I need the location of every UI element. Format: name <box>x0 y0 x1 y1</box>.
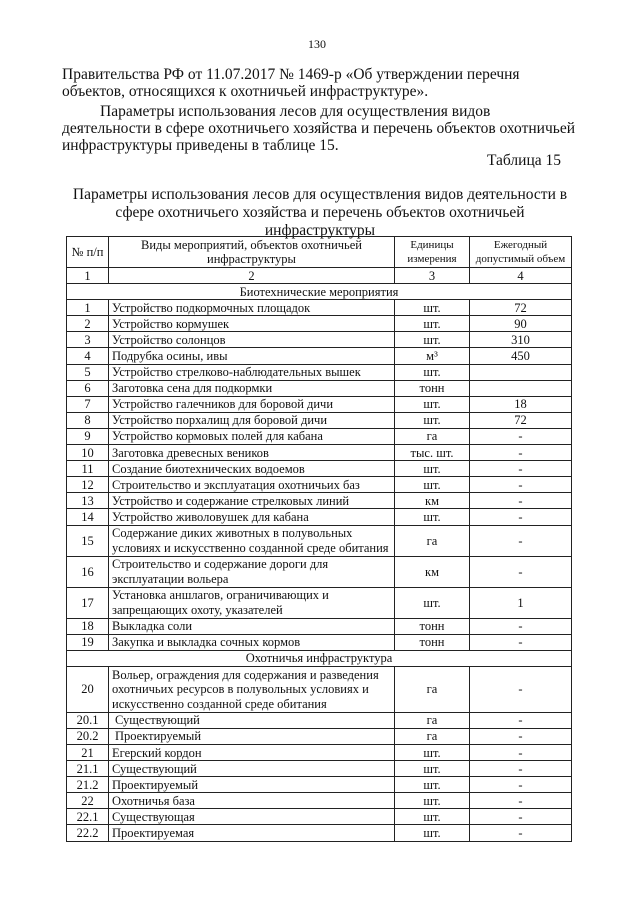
row-number: 17 <box>67 587 109 618</box>
row-volume: - <box>470 666 572 712</box>
row-unit: км <box>395 493 470 509</box>
row-unit: га <box>395 525 470 556</box>
header-unit: Единицы измерения <box>395 237 470 268</box>
row-name: Проектируемый <box>109 777 395 793</box>
section-row <box>67 284 572 300</box>
row-unit: км <box>395 556 470 587</box>
row-name: Егерский кордон <box>109 744 395 760</box>
row-name: Заготовка сена для подкормки <box>109 380 395 396</box>
row-number: 1 <box>67 300 109 316</box>
table-row <box>67 556 572 587</box>
row-volume: - <box>470 477 572 493</box>
row-number: 20 <box>67 666 109 712</box>
table-row <box>67 809 572 825</box>
table-row <box>67 744 572 760</box>
table-label: Таблица 15 <box>486 152 561 169</box>
row-unit: тонн <box>395 618 470 634</box>
row-unit: шт. <box>395 744 470 760</box>
row-volume: - <box>470 493 572 509</box>
row-unit: га <box>395 666 470 712</box>
row-volume: - <box>470 809 572 825</box>
table-row <box>67 412 572 428</box>
row-number: 3 <box>67 332 109 348</box>
row-number: 7 <box>67 396 109 412</box>
row-volume <box>470 380 572 396</box>
table-row <box>67 316 572 332</box>
table-row <box>67 728 572 744</box>
row-unit: шт. <box>395 316 470 332</box>
row-unit: га <box>395 728 470 744</box>
table-row <box>67 634 572 650</box>
section-row <box>67 650 572 666</box>
row-number: 11 <box>67 461 109 477</box>
table-row <box>67 587 572 618</box>
row-number: 2 <box>67 316 109 332</box>
table-row <box>67 777 572 793</box>
row-volume: - <box>470 618 572 634</box>
row-volume: 72 <box>470 300 572 316</box>
row-unit: га <box>395 712 470 728</box>
table-row <box>67 666 572 712</box>
row-name: Строительство и эксплуатация охотничьих баз <box>109 477 395 493</box>
table-row <box>67 825 572 841</box>
row-volume: 72 <box>470 412 572 428</box>
table-row <box>67 477 572 493</box>
row-number: 10 <box>67 445 109 461</box>
column-number: 1 <box>67 268 109 284</box>
row-number: 21.2 <box>67 777 109 793</box>
row-unit: га <box>395 428 470 444</box>
row-number: 16 <box>67 556 109 587</box>
table-row <box>67 300 572 316</box>
row-unit: шт. <box>395 793 470 809</box>
row-volume: - <box>470 556 572 587</box>
table-row <box>67 509 572 525</box>
row-volume: - <box>470 777 572 793</box>
row-name: Устройство стрелково-наблюдательных вышек <box>109 364 395 380</box>
row-name: Проектируемая <box>109 825 395 841</box>
row-unit: тыс. шт. <box>395 445 470 461</box>
row-unit: шт. <box>395 509 470 525</box>
row-number: 4 <box>67 348 109 364</box>
row-name: Устройство подкормочных площадок <box>109 300 395 316</box>
row-number: 19 <box>67 634 109 650</box>
row-number: 6 <box>67 380 109 396</box>
row-volume: 310 <box>470 332 572 348</box>
row-unit: шт. <box>395 777 470 793</box>
section-title: Охотничья инфраструктура <box>67 650 572 666</box>
row-name: Устройство порхалищ для боровой дичи <box>109 412 395 428</box>
row-volume: - <box>470 445 572 461</box>
row-volume: 90 <box>470 316 572 332</box>
section-title: Биотехнические мероприятия <box>67 284 572 300</box>
row-number: 12 <box>67 477 109 493</box>
row-volume: - <box>470 634 572 650</box>
table-row <box>67 380 572 396</box>
row-volume: - <box>470 428 572 444</box>
row-volume: 450 <box>470 348 572 364</box>
table-row <box>67 428 572 444</box>
row-name: Подрубка осины, ивы <box>109 348 395 364</box>
row-name: Устройство кормушек <box>109 316 395 332</box>
row-name: Проектируемый <box>109 728 395 744</box>
column-number: 3 <box>395 268 470 284</box>
row-unit: шт. <box>395 300 470 316</box>
table-row <box>67 364 572 380</box>
row-unit: шт. <box>395 809 470 825</box>
row-volume: - <box>470 509 572 525</box>
paragraph-intro: Параметры использования лесов для осуществления видов деятельности в сфере охотничьего хозяйства и перечень объектов охотничьей инфраструктуры приведены в таблице 15. <box>62 103 576 154</box>
table-column-numbers-row <box>67 268 572 284</box>
row-name: Устройство живоловушек для кабана <box>109 509 395 525</box>
table-row <box>67 793 572 809</box>
row-unit: тонн <box>395 380 470 396</box>
row-number: 13 <box>67 493 109 509</box>
row-number: 14 <box>67 509 109 525</box>
row-number: 9 <box>67 428 109 444</box>
row-number: 21.1 <box>67 761 109 777</box>
row-name: Охотничья база <box>109 793 395 809</box>
row-name: Строительство и содержание дороги для эксплуатации вольера <box>109 556 395 587</box>
parameters-table <box>66 236 572 842</box>
page-number: 130 <box>308 37 326 51</box>
row-volume <box>470 364 572 380</box>
row-name: Существующая <box>109 809 395 825</box>
row-unit: шт. <box>395 412 470 428</box>
column-number: 4 <box>470 268 572 284</box>
row-volume: 1 <box>470 587 572 618</box>
header-name: Виды мероприятий, объектов охотничьей инфраструктуры <box>109 237 395 268</box>
row-unit: тонн <box>395 634 470 650</box>
table-title: Параметры использования лесов для осуществления видов деятельности в сфере охотничьего хозяйства и перечень объектов охотничьей инфраструктуры <box>72 186 568 239</box>
row-number: 22 <box>67 793 109 809</box>
row-number: 22.2 <box>67 825 109 841</box>
row-name: Устройство солонцов <box>109 332 395 348</box>
row-unit: м³ <box>395 348 470 364</box>
row-name: Существующий <box>109 761 395 777</box>
row-unit: шт. <box>395 461 470 477</box>
paragraph-reference: Правительства РФ от 11.07.2017 № 1469-р «Об утверждении перечня объектов, относящихся к охотничьей инфраструктуре». <box>62 66 520 100</box>
row-name: Существующий <box>109 712 395 728</box>
row-unit: шт. <box>395 364 470 380</box>
row-number: 8 <box>67 412 109 428</box>
row-unit: шт. <box>395 587 470 618</box>
row-unit: шт. <box>395 396 470 412</box>
row-unit: шт. <box>395 825 470 841</box>
row-number: 15 <box>67 525 109 556</box>
row-name: Устройство и содержание стрелковых линий <box>109 493 395 509</box>
header-volume: Ежегодный допустимый объем <box>470 237 572 268</box>
table-row <box>67 461 572 477</box>
row-volume: - <box>470 793 572 809</box>
row-volume: - <box>470 461 572 477</box>
row-number: 5 <box>67 364 109 380</box>
row-name: Устройство галечников для боровой дичи <box>109 396 395 412</box>
table-row <box>67 761 572 777</box>
table-row <box>67 348 572 364</box>
table-row <box>67 493 572 509</box>
row-volume: - <box>470 712 572 728</box>
table-row <box>67 445 572 461</box>
row-number: 21 <box>67 744 109 760</box>
row-volume: - <box>470 525 572 556</box>
row-unit: шт. <box>395 332 470 348</box>
row-volume: - <box>470 728 572 744</box>
table-row <box>67 396 572 412</box>
row-number: 18 <box>67 618 109 634</box>
row-volume: - <box>470 825 572 841</box>
row-name: Заготовка древесных веников <box>109 445 395 461</box>
row-name: Закупка и выкладка сочных кормов <box>109 634 395 650</box>
column-number: 2 <box>109 268 395 284</box>
row-name: Выкладка соли <box>109 618 395 634</box>
table-header-row <box>67 237 572 268</box>
table-row <box>67 525 572 556</box>
row-volume: - <box>470 744 572 760</box>
row-unit: шт. <box>395 761 470 777</box>
row-number: 20.2 <box>67 728 109 744</box>
row-name: Содержание диких животных в полувольных условиях и искусственно созданной среде обитания <box>109 525 395 556</box>
row-name: Устройство кормовых полей для кабана <box>109 428 395 444</box>
row-number: 22.1 <box>67 809 109 825</box>
row-volume: 18 <box>470 396 572 412</box>
row-name: Вольер, ограждения для содержания и разведения охотничьих ресурсов в полувольных условиях и искусственно созданной среде обитания <box>109 666 395 712</box>
table-row <box>67 618 572 634</box>
table-row <box>67 332 572 348</box>
header-num: № п/п <box>67 237 109 268</box>
row-volume: - <box>470 761 572 777</box>
row-name: Установка аншлагов, ограничивающих и запрещающих охоту, указателей <box>109 587 395 618</box>
table-row <box>67 712 572 728</box>
row-number: 20.1 <box>67 712 109 728</box>
row-name: Создание биотехнических водоемов <box>109 461 395 477</box>
row-unit: шт. <box>395 477 470 493</box>
